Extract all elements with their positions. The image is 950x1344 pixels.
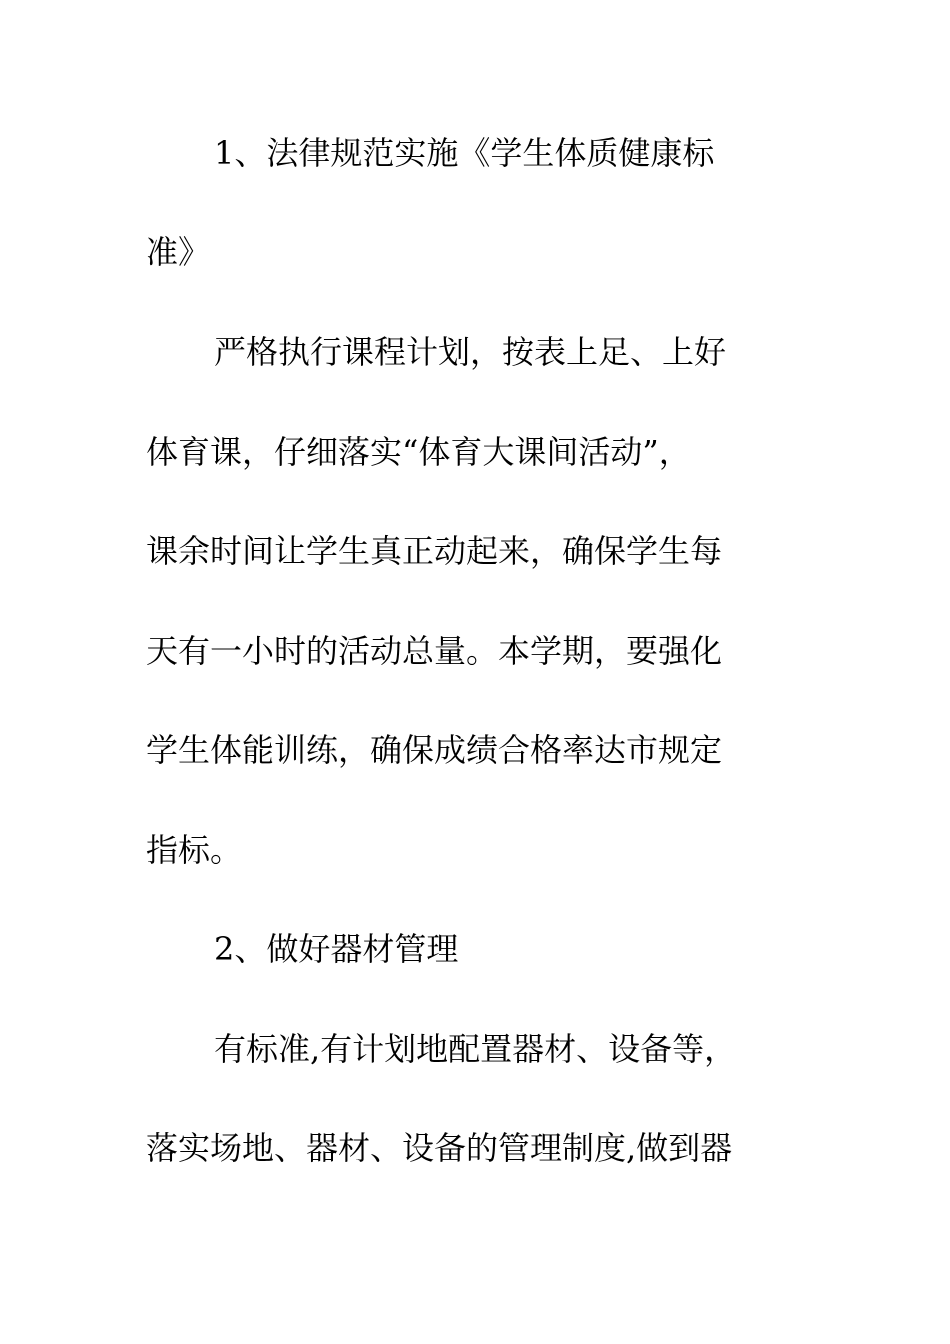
paragraph-1-line-5: 学生体能训练，确保成绩合格率达市规定: [146, 731, 723, 769]
paragraph-1-line-4: 天有一小时的活动总量。本学期，要强化: [146, 632, 723, 670]
paragraph-1-line-1: 严格执行课程计划，按表上足、上好: [214, 333, 727, 371]
paragraph-2-line-1: 有标准,有计划地配置器材、设备等，: [214, 1030, 737, 1068]
paragraph-2-line-2: 落实场地、器材、设备的管理制度,做到器: [146, 1129, 733, 1167]
section-1-heading-line-1: 1、法律规范实施《学生体质健康标: [214, 134, 715, 172]
paragraph-1-line-6: 指标。: [146, 831, 243, 869]
section-2-heading: 2、做好器材管理: [214, 930, 459, 968]
paragraph-1-line-2: 体育课，仔细落实“体育大课间活动”，: [146, 433, 691, 471]
paragraph-1-line-3: 课余时间让学生真正动起来，确保学生每: [146, 532, 723, 570]
section-1-heading-line-2: 准》: [146, 233, 211, 271]
